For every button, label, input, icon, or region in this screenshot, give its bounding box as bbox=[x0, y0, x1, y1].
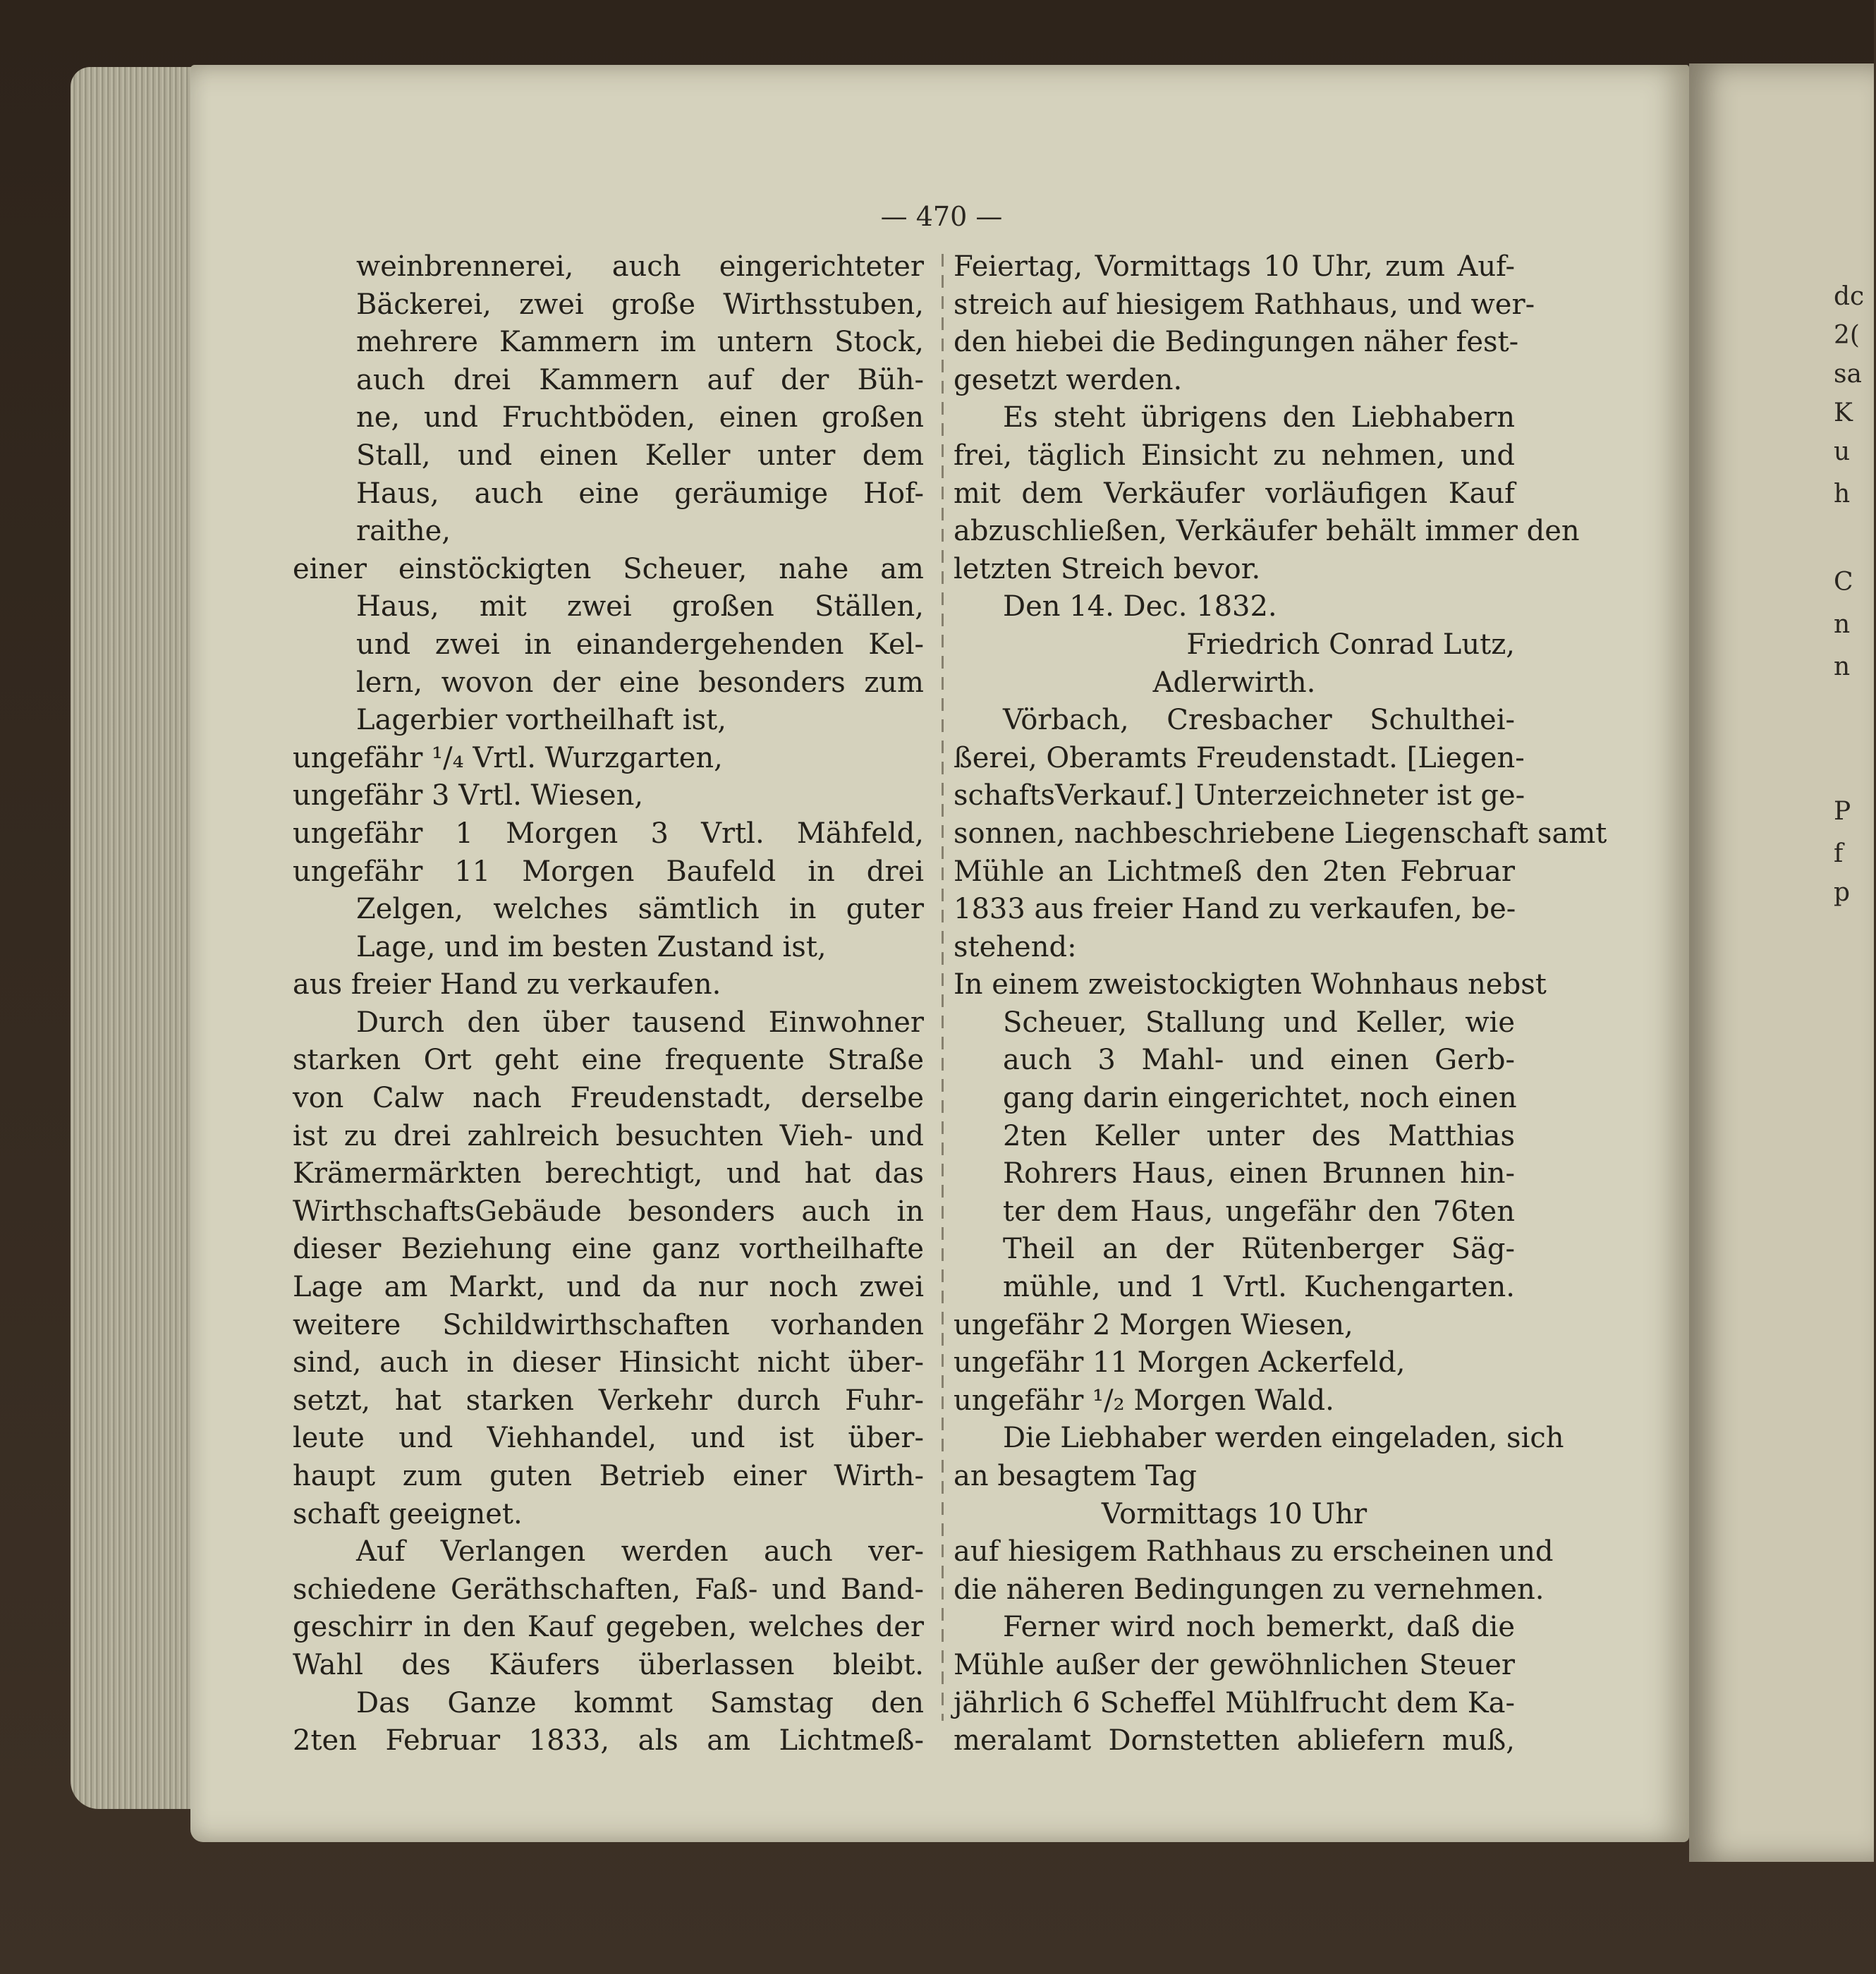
text-line: Haus, auch eine geräumige Hof- bbox=[356, 477, 924, 510]
text-line: Das Ganze kommt Samstag den bbox=[356, 1686, 924, 1719]
text-line: Theil an der Rütenberger Säg- bbox=[1003, 1233, 1515, 1266]
text-line: Friedrich Conrad Lutz, bbox=[1186, 628, 1515, 661]
next-page-fragment: C bbox=[1834, 568, 1853, 597]
text-line: dieser Beziehung eine ganz vortheilhafte bbox=[293, 1233, 924, 1266]
text-line: ter dem Haus, ungefähr den 76ten bbox=[1003, 1195, 1515, 1228]
text-line: mehrere Kammern im untern Stock, bbox=[356, 326, 924, 359]
text-line: Haus, mit zwei großen Ställen, bbox=[356, 590, 924, 623]
text-line: auch 3 Mahl- und einen Gerb- bbox=[1003, 1044, 1515, 1077]
text-line: Lagerbier vortheilhaft ist, bbox=[356, 704, 726, 737]
text-line: haupt zum guten Betrieb einer Wirth- bbox=[293, 1460, 924, 1492]
text-line: 1833 aus freier Hand zu verkaufen, be- bbox=[954, 893, 1516, 926]
text-line: Den 14. Dec. 1832. bbox=[1003, 590, 1277, 623]
text-line: Feiertag, Vormittags 10 Uhr, zum Auf- bbox=[954, 250, 1515, 283]
text-line: ist zu drei zahlreich besuchten Vieh- und bbox=[293, 1119, 924, 1152]
text-line: und zwei in einandergehenden Kel- bbox=[356, 628, 924, 661]
next-page-fragment: u bbox=[1834, 437, 1851, 466]
text-line: ungefähr 3 Vrtl. Wiesen, bbox=[293, 779, 644, 812]
text-line: ungefähr 11 Morgen Ackerfeld, bbox=[954, 1346, 1406, 1379]
text-line: letzten Streich bevor. bbox=[954, 552, 1261, 585]
text-line: Die Liebhaber werden eingeladen, sich bbox=[1003, 1422, 1564, 1455]
text-line: gang darin eingerichtet, noch einen bbox=[1003, 1082, 1517, 1115]
next-page-fragment: 2( bbox=[1834, 321, 1860, 350]
right-column bbox=[954, 248, 1607, 1760]
text-line: einer einstöckigten Scheuer, nahe am bbox=[293, 552, 924, 585]
text-line: In einem zweistockigten Wohnhaus nebst bbox=[954, 968, 1547, 1001]
text-line: jährlich 6 Scheffel Mühlfrucht dem Ka- bbox=[954, 1686, 1515, 1719]
text-line: Krämermärkten berechtigt, und hat das bbox=[293, 1157, 924, 1190]
text-line: 2ten Keller unter des Matthias bbox=[1003, 1119, 1515, 1152]
text-line: Zelgen, welches sämtlich in guter bbox=[356, 893, 924, 926]
text-line: aus freier Hand zu verkaufen. bbox=[293, 968, 721, 1001]
page-edges bbox=[71, 67, 205, 1809]
column-divider bbox=[942, 254, 944, 1721]
text-line: Vormittags 10 Uhr bbox=[1101, 1497, 1368, 1530]
text-line: ungefähr ¹/₄ Vrtl. Wurzgarten, bbox=[293, 741, 723, 774]
text-line: ungefähr 1 Morgen 3 Vrtl. Mähfeld, bbox=[293, 817, 924, 850]
text-line: abzuschließen, Verkäufer behält immer den bbox=[954, 515, 1580, 548]
text-line: auf hiesigem Rathhaus zu erscheinen und bbox=[954, 1535, 1554, 1568]
text-line: auch drei Kammern auf der Büh- bbox=[356, 363, 924, 396]
text-line: ne, und Fruchtböden, einen großen bbox=[356, 401, 924, 434]
text-line: schiedene Geräthschaften, Faß- und Band- bbox=[293, 1573, 924, 1606]
text-line: sind, auch in dieser Hinsicht nicht über- bbox=[293, 1346, 924, 1379]
text-line: schaft geeignet. bbox=[293, 1497, 523, 1530]
text-line: streich auf hiesigem Rathhaus, und wer- bbox=[954, 288, 1535, 321]
text-line: die näheren Bedingungen zu vernehmen. bbox=[954, 1573, 1545, 1606]
text-line: mit dem Verkäufer vorläufigen Kauf bbox=[954, 477, 1515, 510]
next-page-fragment: p bbox=[1834, 878, 1851, 907]
left-column bbox=[293, 248, 924, 1760]
text-line: meralamt Dornstetten abliefern muß, bbox=[954, 1724, 1515, 1757]
text-line: stehend: bbox=[954, 930, 1077, 963]
text-line: ungefähr ¹/₂ Morgen Wald. bbox=[954, 1384, 1334, 1417]
text-line: Stall, und einen Keller unter dem bbox=[356, 439, 924, 472]
text-line: Es steht übrigens den Liebhabern bbox=[1003, 401, 1515, 434]
next-page-fragment: f bbox=[1834, 839, 1844, 868]
text-line: Mühle außer der gewöhnlichen Steuer bbox=[954, 1648, 1515, 1681]
text-line: leute und Viehhandel, und ist über- bbox=[293, 1422, 924, 1455]
page-number: — 470 — bbox=[880, 201, 1003, 232]
text-line: Durch den über tausend Einwohner bbox=[356, 1006, 924, 1039]
text-line: raithe, bbox=[356, 515, 451, 548]
text-line: starken Ort geht eine frequente Straße bbox=[293, 1044, 924, 1077]
text-line: geschirr in den Kauf gegeben, welches der bbox=[293, 1611, 924, 1644]
text-line: lern, wovon der eine besonders zum bbox=[356, 666, 924, 699]
next-page-fragment: h bbox=[1834, 480, 1851, 508]
text-line: setzt, hat starken Verkehr durch Fuhr- bbox=[293, 1384, 924, 1417]
text-line: weinbrennerei, auch eingerichteter bbox=[356, 250, 924, 283]
text-line: an besagtem Tag bbox=[954, 1460, 1197, 1492]
text-line: Adlerwirth. bbox=[1152, 666, 1316, 699]
text-line: frei, täglich Einsicht zu nehmen, und bbox=[954, 439, 1515, 472]
text-line: Lage, und im besten Zustand ist, bbox=[356, 930, 827, 963]
text-line: von Calw nach Freudenstadt, derselbe bbox=[293, 1082, 924, 1115]
text-line: WirthschaftsGebäude besonders auch in bbox=[293, 1195, 924, 1228]
text-line: ungefähr 11 Morgen Baufeld in drei bbox=[293, 855, 924, 888]
text-line: gesetzt werden. bbox=[954, 363, 1183, 396]
text-line: sonnen, nachbeschriebene Liegenschaft samt bbox=[954, 817, 1607, 850]
next-page-fragment: sa bbox=[1834, 360, 1862, 389]
text-line: Auf Verlangen werden auch ver- bbox=[356, 1535, 924, 1568]
text-line: mühle, und 1 Vrtl. Kuchengarten. bbox=[1003, 1271, 1515, 1304]
text-line: Rohrers Haus, einen Brunnen hin- bbox=[1003, 1157, 1515, 1190]
next-page-fragment: n bbox=[1834, 610, 1851, 639]
next-page-fragment: P bbox=[1834, 797, 1851, 826]
text-line: Mühle an Lichtmeß den 2ten Februar bbox=[954, 855, 1515, 888]
next-page-fragment: K bbox=[1834, 398, 1853, 427]
text-line: Vörbach, Cresbacher Schulthei- bbox=[1003, 704, 1515, 737]
text-line: den hiebei die Bedingungen näher fest- bbox=[954, 326, 1519, 359]
text-line: Bäckerei, zwei große Wirthsstuben, bbox=[356, 288, 924, 321]
text-line: ßerei, Oberamts Freudenstadt. [Liegen- bbox=[954, 741, 1525, 774]
text-line: Lage am Markt, und da nur noch zwei bbox=[293, 1271, 924, 1304]
text-line: Ferner wird noch bemerkt, daß die bbox=[1003, 1611, 1515, 1644]
text-line: ungefähr 2 Morgen Wiesen, bbox=[954, 1308, 1353, 1341]
text-line: schaftsVerkauf.] Unterzeichneter ist ge- bbox=[954, 779, 1525, 812]
next-page-fragment: n bbox=[1834, 652, 1851, 681]
text-line: Wahl des Käufers überlassen bleibt. bbox=[293, 1648, 924, 1681]
next-page-fragment: dc bbox=[1834, 282, 1865, 311]
text-line: 2ten Februar 1833, als am Lichtmeß- bbox=[293, 1724, 924, 1757]
text-line: Scheuer, Stallung und Keller, wie bbox=[1003, 1006, 1515, 1039]
text-line: weitere Schildwirthschaften vorhanden bbox=[293, 1308, 924, 1341]
